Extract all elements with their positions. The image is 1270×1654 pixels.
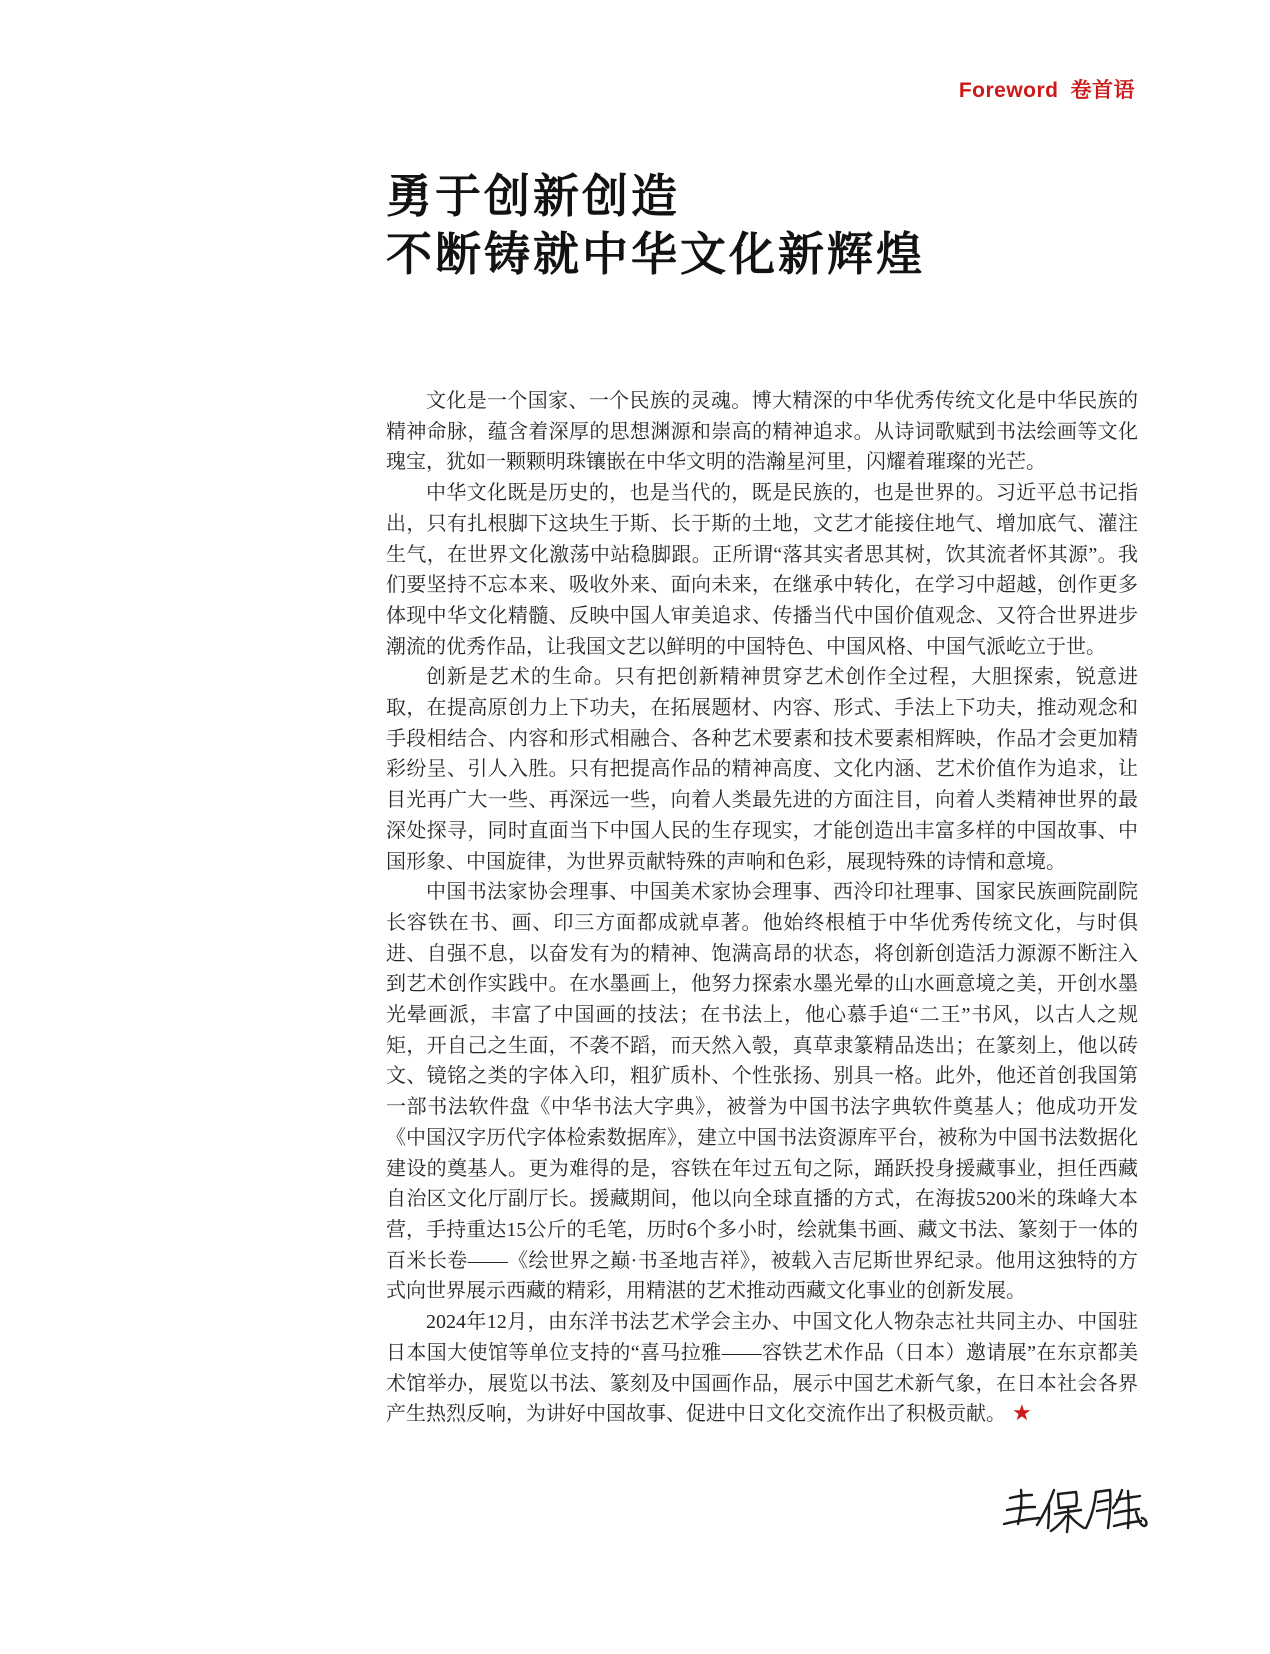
signature-drawing xyxy=(998,1478,1148,1540)
end-star-icon: ★ xyxy=(1012,1401,1032,1427)
paragraph-5-text: 2024年12月，由东洋书法艺术学会主办、中国文化人物杂志社共同主办、中国驻日本国大使馆等单位支持的“喜马拉雅——容铁艺术作品（日本）邀请展”在东京都美术馆举办，展览以书法、篆刻及中国画作品，展示中国艺术新气象，在日本社会各界产生热烈反响，为讲好中国故事、促进中日文化交流作出了积极贡献。 xyxy=(386,1311,1138,1426)
handwritten-signature xyxy=(998,1478,1148,1540)
section-header-chinese: 卷首语 xyxy=(1070,79,1135,102)
article-title xyxy=(386,168,925,284)
article-title-line1: 勇于创新创造 xyxy=(386,171,680,222)
article-title-line2: 不断铸就中华文化新辉煌 xyxy=(386,229,925,280)
paragraph-3: 创新是艺术的生命。只有把创新精神贯穿艺术创作全过程，大胆探索，锐意进取，在提高原创力上下功夫，在拓展题材、内容、形式、手法上下功夫，推动观念和手段相结合、内容和形式相融合、各种艺术要素和技术要素相辉映，作品才会更加精彩纷呈、引人入胜。只有把提高作品的精神高度、文化内涵、艺术价值作为追求，让目光再广大一些、再深远一些，向着人类最先进的方面注目，向着人类精神世界的最深处探寻，同时直面当下中国人民的生存现实，才能创造出丰富多样的中国故事、中国形象、中国旋律，为世界贡献特殊的声响和色彩，展现特殊的诗情和意境。 xyxy=(386,666,1138,873)
paragraph-4: 中国书法家协会理事、中国美术家协会理事、西泠印社理事、国家民族画院副院长容铁在书、画、印三方面都成就卓著。他始终根植于中华优秀传统文化，与时俱进、自强不息，以奋发有为的精神、饱满高昂的状态，将创新创造活力源源不断注入到艺术创作实践中。在水墨画上，他努力探索水墨光晕的山水画意境之美，开创水墨光晕画派，丰富了中国画的技法；在书法上，他心慕手追“二王”书风，以古人之规矩，开自己之生面，不袭不蹈，而天然入彀，真草隶篆精品迭出；在篆刻上，他以砖文、镜铭之类的字体入印，粗犷质朴、个性张扬、别具一格。此外，他还首创我国第一部书法软件盘《中华书法大字典》，被誉为中国书法字典软件奠基人；他成功开发《中国汉字历代字体检索数据库》，建立中国书法资源库平台，被称为中国书法数据化建设的奠基人。更为难得的是，容铁在年过五旬之际，踊跃投身援藏事业，担任西藏自治区文化厅副厅长。援藏期间，他以向全球直播的方式，在海拔5200米的珠峰大本营，手持重达15公斤的毛笔，历时6个多小时，绘就集书画、藏文书法、篆刻于一体的百米长卷——《绘世界之巅·书圣地吉祥》，被载入吉尼斯世界纪录。他用这独特的方式向世界展示西藏的精彩，用精湛的艺术推动西藏文化事业的创新发展。 xyxy=(386,881,1138,1303)
paragraph-2: 中华文化既是历史的，也是当代的，既是民族的，也是世界的。习近平总书记指出，只有扎根脚下这块生于斯、长于斯的土地，文艺才能接住地气、增加底气、灌注生气，在世界文化激荡中站稳脚跟。正所谓“落其实者思其树，饮其流者怀其源”。我们要坚持不忘本来、吸收外来、面向未来，在继承中转化，在学习中超越，创作更多体现中华文化精髓、反映中国人审美追求、传播当代中国价值观念、又符合世界进步潮流的优秀作品，让我国文艺以鲜明的中国特色、中国风格、中国气派屹立于世。 xyxy=(386,482,1138,658)
paragraph-1: 文化是一个国家、一个民族的灵魂。博大精深的中华优秀传统文化是中华民族的精神命脉，蕴含着深厚的思想渊源和崇高的精神追求。从诗词歌赋到书法绘画等文化瑰宝，犹如一颗颗明珠镶嵌在中华文明的浩瀚星河里，闪耀着璀璨的光芒。 xyxy=(386,390,1138,474)
section-header xyxy=(959,74,1135,104)
section-header-english: Foreword xyxy=(958,79,1059,102)
paragraph-5 xyxy=(386,1307,1138,1430)
article-body xyxy=(386,386,1138,1430)
